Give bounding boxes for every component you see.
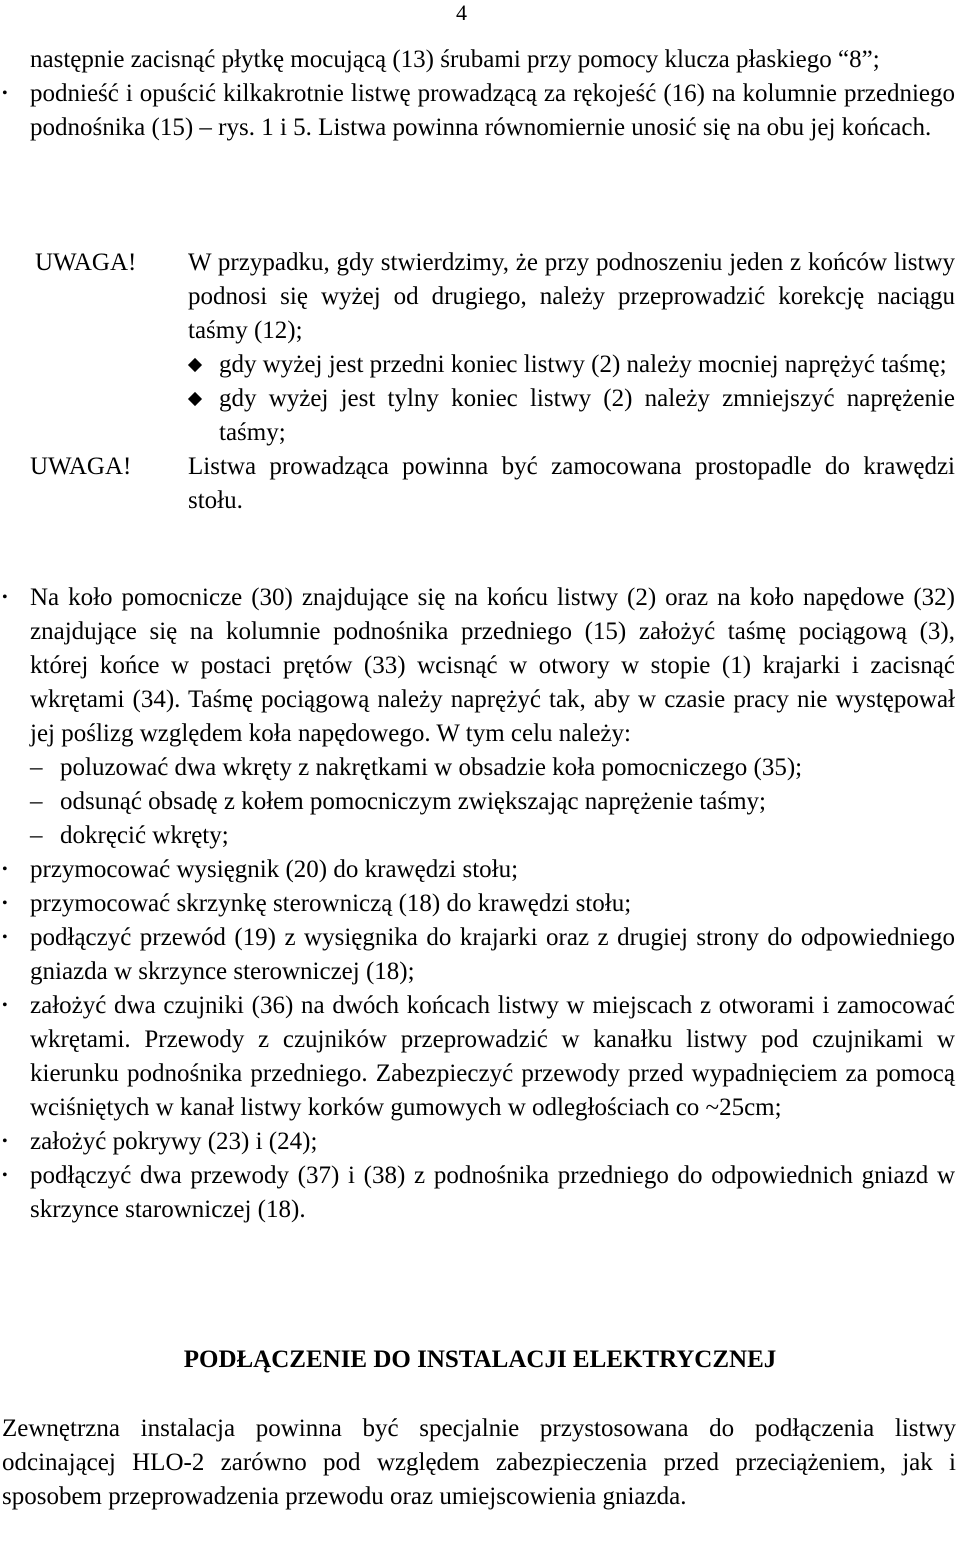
bullet-icon: • xyxy=(2,1167,8,1184)
warning-label: UWAGA! xyxy=(35,249,137,276)
section-paragraph: Zewnętrzna instalacja powinna być specjalnie przystosowana do podłączenia listwy odcinającej HLO-2 zarówno pod względem zabezpieczenia przed przeciążeniem, jak i sposobem przeprowadzenia przewodu oraz umiejscowienia gniazda. xyxy=(2,1415,956,1510)
list-item xyxy=(2,1125,955,1159)
list-item xyxy=(2,77,955,145)
warning-row xyxy=(30,450,955,518)
list-item xyxy=(2,853,955,887)
bullet-icon: • xyxy=(2,997,8,1014)
bullet-icon: • xyxy=(2,589,8,606)
page-number: 4 xyxy=(456,0,467,25)
warning-text: W przypadku, gdy stwierdzimy, że przy podnoszeniu jeden z końców listwy podnosi się wyżej od drugiego, należy przeprowadzić korekcję naciągu taśmy (12); xyxy=(188,249,955,344)
list-item xyxy=(2,921,955,989)
diamond-bullet-icon xyxy=(188,392,202,406)
bullet-icon: • xyxy=(2,1133,8,1150)
warning-subitem-text: gdy wyżej jest przedni koniec listwy (2) należy mocniej naprężyć taśmę; xyxy=(219,351,947,378)
bullet-icon: • xyxy=(2,85,8,102)
list-item-text: założyć pokrywy (23) i (24); xyxy=(30,1128,318,1155)
list-item xyxy=(2,989,955,1125)
warning-block xyxy=(30,246,955,518)
warning-row xyxy=(30,246,955,348)
list-item-text: przymocować wysięgnik (20) do krawędzi stołu; xyxy=(30,856,519,883)
list-item xyxy=(2,887,955,921)
dash-bullet-icon: – xyxy=(30,788,43,815)
bullet-icon: • xyxy=(2,929,8,946)
list-item-text: podnieść i opuścić kilkakrotnie listwę prowadzącą za rękojeść (16) na kolumnie przedniego podnośnika (15) – rys. 1 i 5. Listwa powinna równomiernie unosić się na obu jej końcach. xyxy=(30,80,955,141)
warning-subitem xyxy=(30,382,955,450)
dash-bullet-icon: – xyxy=(30,754,43,781)
dash-bullet-icon: – xyxy=(30,822,43,849)
list-item xyxy=(2,1159,955,1227)
top-list xyxy=(2,43,955,145)
warning-subitem-text: gdy wyżej jest tylny koniec listwy (2) należy zmniejszyć naprężenie taśmy; xyxy=(219,385,955,446)
warning-subitem xyxy=(30,348,955,382)
bullet-icon: • xyxy=(2,895,8,912)
dash-item-text: poluzować dwa wkręty z nakrętkami w obsadzie koła pomocniczego (35); xyxy=(60,754,803,781)
dash-item xyxy=(30,819,955,853)
dash-item xyxy=(30,751,955,785)
list-item-text: podłączyć przewód (19) z wysięgnika do krajarki oraz z drugiej strony do odpowiedniego gniazda w skrzynce sterowniczej (18); xyxy=(30,924,955,985)
diamond-bullet-icon xyxy=(188,358,202,372)
list-item xyxy=(2,581,955,751)
list-item xyxy=(30,43,955,77)
list-item-text: podłączyć dwa przewody (37) i (38) z podnośnika przedniego do odpowiednich gniazd w skrzynce starowniczej (18). xyxy=(30,1162,955,1223)
section-heading: PODŁĄCZENIE DO INSTALACJI ELEKTRYCZNEJ xyxy=(183,1346,777,1373)
list-item-text: przymocować skrzynkę sterowniczą (18) do krawędzi stołu; xyxy=(30,890,632,917)
list-item-text: następnie zacisnąć płytkę mocującą (13) śrubami przy pomocy klucza płaskiego “8”; xyxy=(30,46,880,73)
dash-item-text: dokręcić wkręty; xyxy=(60,822,229,849)
dash-item-text: odsunąć obsadę z kołem pomocniczym zwiększając naprężenie taśmy; xyxy=(60,788,766,815)
list-item-text: Na koło pomocnicze (30) znajdujące się na końcu listwy (2) oraz na koło napędowe (32) znajdujące się na kolumnie podnośnika przedniego (15) założyć taśmę pociągową (3), której końce w postaci prętów (33) wcisnąć w otwory w stopie (1) krajarki i zacisnąć wkrętami (34). Taśmę pociągową należy naprężyć tak, aby w czasie pracy nie występował jej poślizg względem koła napędowego. W tym celu należy: xyxy=(30,584,955,747)
main-list xyxy=(2,581,955,1227)
dash-item xyxy=(30,785,955,819)
warning-text: Listwa prowadząca powinna być zamocowana prostopadle do krawędzi stołu. xyxy=(188,453,955,514)
list-item-text: założyć dwa czujniki (36) na dwóch końcach listwy w miejscach z otworami i zamocować wkrętami. Przewody z czujników przeprowadzić w kanałku listwy pod czujnikami w kierunku podnośnika przedniego. Zabezpieczyć przewody przed wypadnięciem za pomocą wciśniętych w kanał listwy korków gumowych w odległościach co ~25cm; xyxy=(30,992,955,1121)
warning-label: UWAGA! xyxy=(30,453,132,480)
bullet-icon: • xyxy=(2,861,8,878)
